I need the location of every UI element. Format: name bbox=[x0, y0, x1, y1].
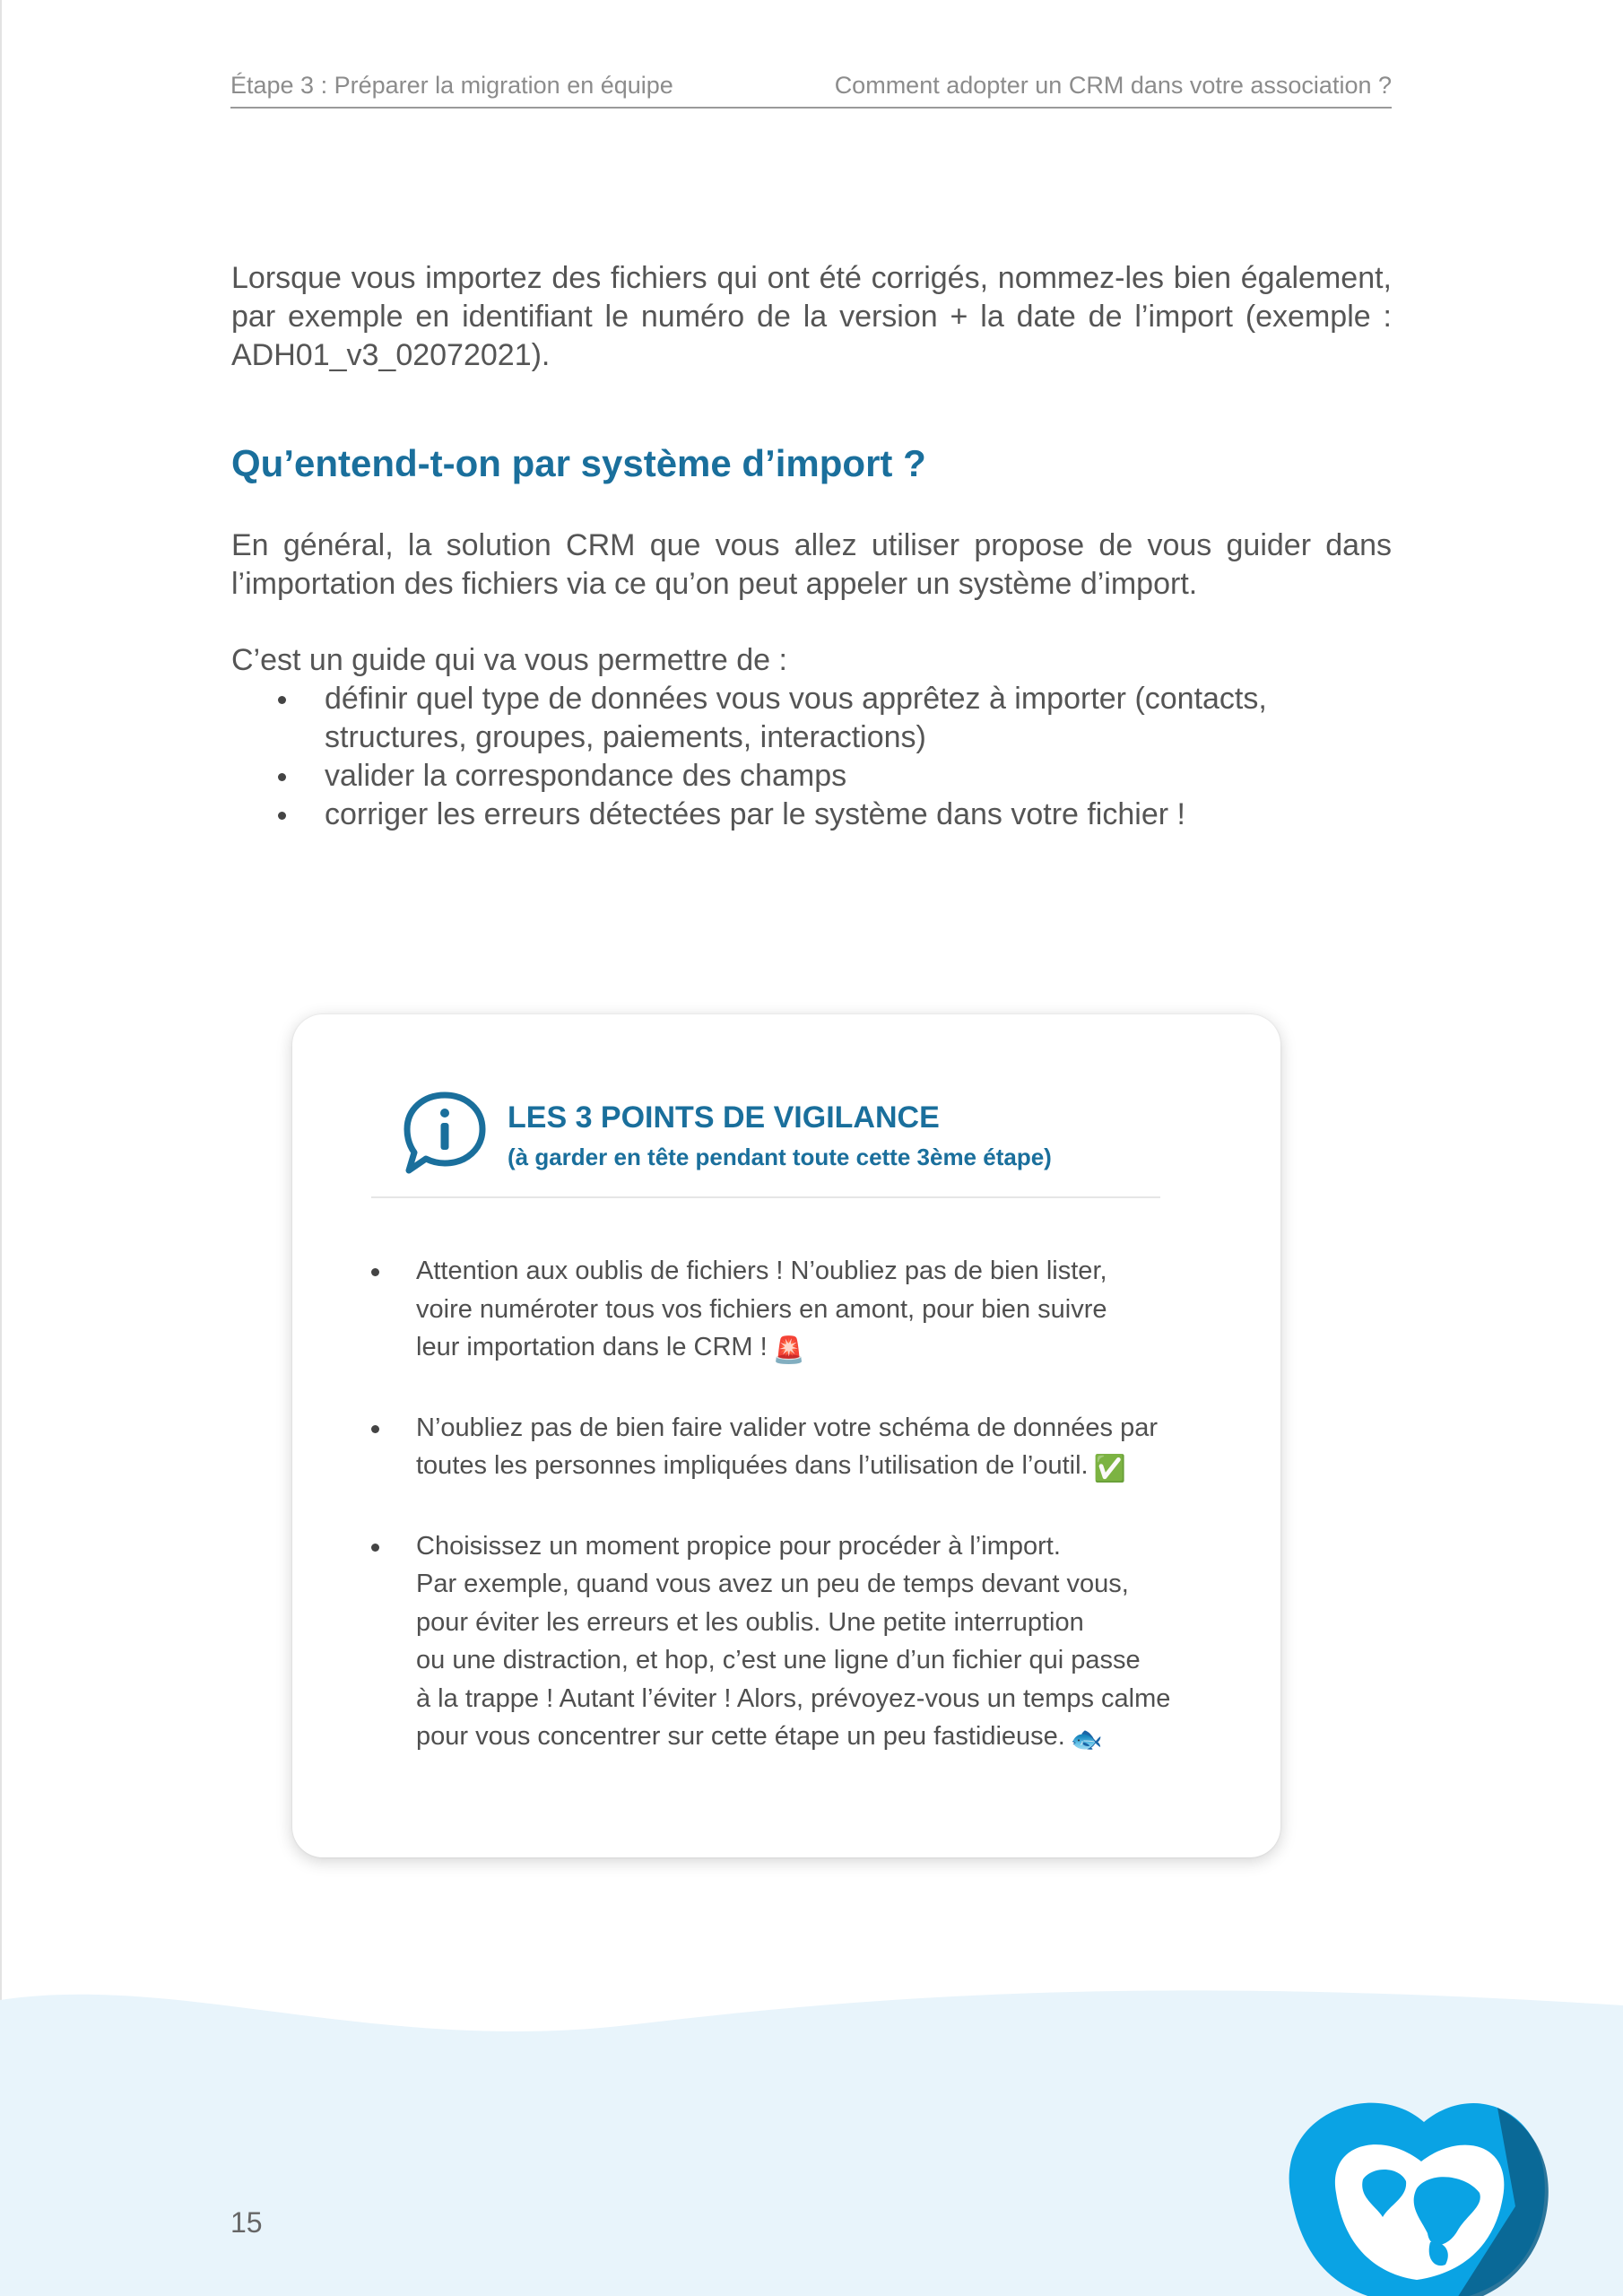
point-line: Attention aux oublis de fichiers ! N’oubliez pas de bien lister, bbox=[416, 1257, 1107, 1285]
point-line: pour éviter les erreurs et les oublis. Une petite interruption bbox=[416, 1607, 1084, 1637]
list-item: corriger les erreurs détectées par le système dans votre fichier ! bbox=[231, 796, 1392, 834]
point-line: N’oubliez pas de bien faire valider votre schéma de données par bbox=[416, 1413, 1158, 1442]
point-line: Par exemple, quand vous avez un peu de temps devant vous, bbox=[416, 1570, 1129, 1598]
vigilance-point bbox=[371, 1409, 1232, 1489]
world-map-heart-logo-icon bbox=[1273, 2081, 1560, 2296]
point-line: Choisissez un moment propice pour procéder à l’import. bbox=[416, 1531, 1061, 1561]
callout-subtitle: (à garder en tête pendant toute cette 3ème étape) bbox=[508, 1144, 1052, 1170]
vigilance-callout bbox=[292, 1014, 1280, 1857]
page-number: 15 bbox=[230, 2206, 263, 2239]
point-line: toutes les personnes impliquées dans l’utilisation de l’outil. bbox=[416, 1451, 1089, 1480]
import-guide-list bbox=[231, 680, 1392, 834]
section-paragraph: En général, la solution CRM que vous allez utiliser propose de vous guider dans l’importation des fichiers via ce qu’on peut appeler un système d’import. bbox=[231, 528, 1392, 601]
callout-title: LES 3 POINTS DE VIGILANCE bbox=[508, 1100, 940, 1135]
point-line: leur importation dans le CRM ! bbox=[416, 1333, 768, 1361]
point-line: à la trappe ! Autant l’éviter ! Alors, prévoyez-vous un temps calme bbox=[416, 1683, 1171, 1713]
page-edge bbox=[0, 0, 2, 2296]
vigilance-point bbox=[371, 1252, 1232, 1370]
fish-emoji-icon: 🐟 bbox=[1070, 1726, 1103, 1754]
point-line: voire numéroter tous vos fichiers en amont, pour bien suivre bbox=[416, 1294, 1107, 1324]
point-line: ou une distraction, et hop, c’est une ligne d’un fichier qui passe bbox=[416, 1646, 1141, 1674]
list-intro: C’est un guide qui va vous permettre de : bbox=[231, 643, 787, 677]
section-heading: Qu’entend-t-on par système d’import ? bbox=[231, 442, 926, 484]
point-line: pour vous concentrer sur cette étape un peu fastidieuse. bbox=[416, 1722, 1065, 1751]
header-section-title: Étape 3 : Préparer la migration en équipe bbox=[230, 72, 673, 99]
siren-emoji-icon: 🚨 bbox=[772, 1336, 805, 1365]
intro-paragraph: Lorsque vous importez des fichiers qui ont été corrigés, nommez-les bien également, par exemple en identifiant le numéro de la version + la date de l’import (exemple : ADH01_v3_02072021). bbox=[231, 261, 1392, 372]
list-item: valider la correspondance des champs bbox=[231, 757, 1392, 796]
header-document-title: Comment adopter un CRM dans votre association ? bbox=[834, 72, 1392, 99]
callout-divider bbox=[371, 1196, 1160, 1198]
running-header bbox=[230, 72, 1392, 109]
info-speech-bubble-icon bbox=[400, 1088, 490, 1178]
check-mark-emoji-icon: ✅ bbox=[1093, 1455, 1126, 1483]
list-item: définir quel type de données vous vous apprêtez à importer (contacts, structures, groupes, paiements, interactions) bbox=[231, 680, 1392, 757]
vigilance-point bbox=[371, 1527, 1232, 1760]
vigilance-points-list bbox=[371, 1252, 1232, 1798]
